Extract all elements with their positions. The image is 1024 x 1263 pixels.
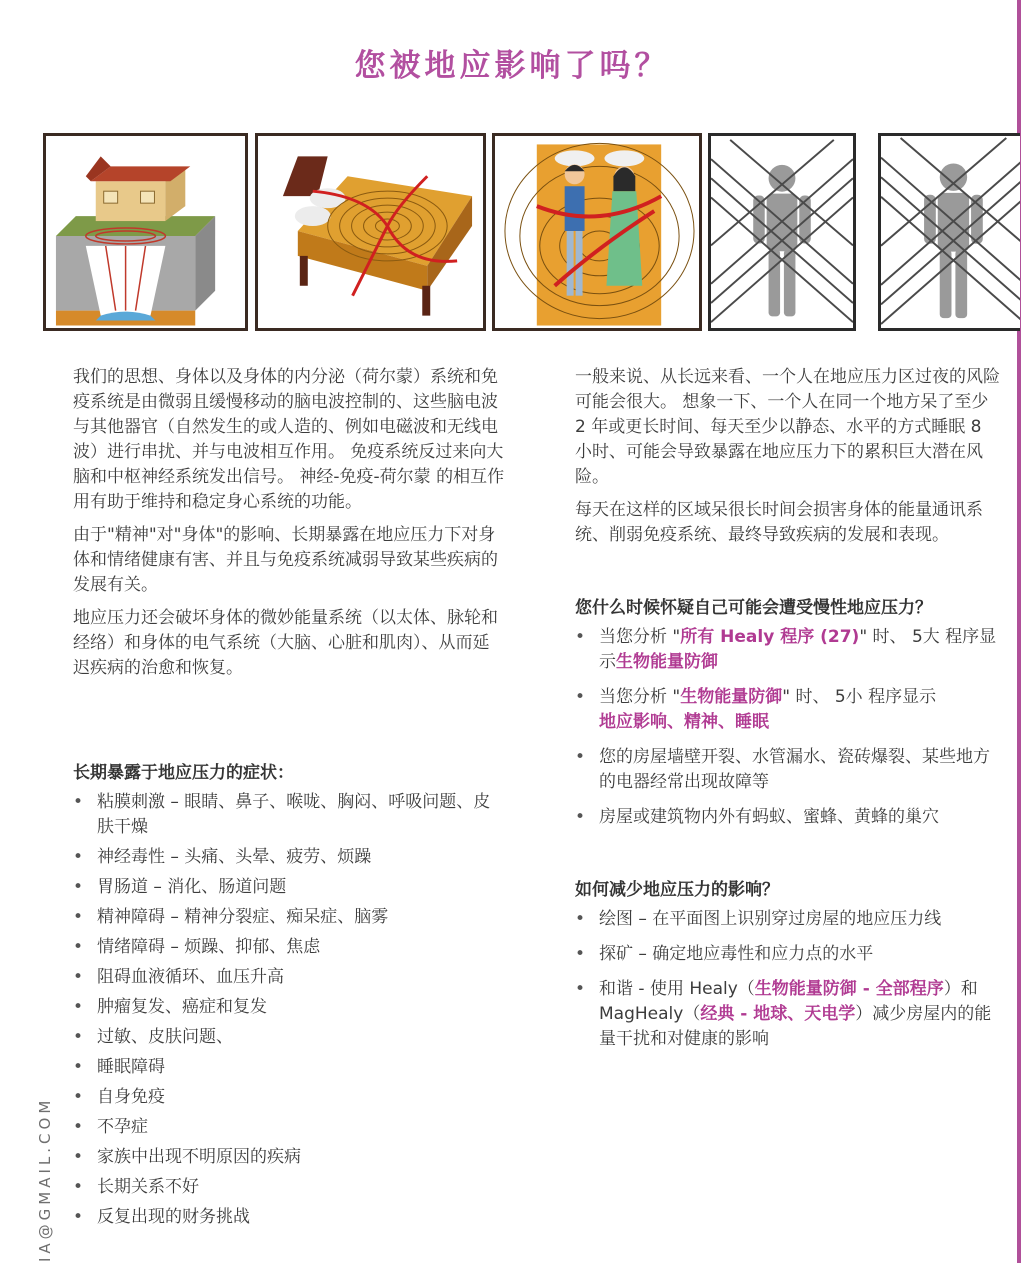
reduce-list — [575, 907, 1003, 1052]
list-item: • 和谐 - 使用 Healy（生物能量防御 - 全部程序）和 MagHealy（经典 - 地球、天电学）减少房屋内的能量干扰和对健康的影响 — [575, 977, 1003, 1052]
figure-grid-illustration-1 — [708, 133, 856, 331]
couple-illustration — [492, 133, 702, 331]
figure-crossed-lines-2 — [881, 136, 1020, 328]
list-item: • 情绪障碍 – 烦躁、抑郁、焦虑 — [73, 935, 505, 960]
long-term-risk-paragraph: 一般来说、从长远来看、一个人在地应压力区过夜的风险可能会很大。 想象一下、一个人在同一个地方呆了至少 2 年或更长时间、每天至少以静态、水平的方式睡眠 8 小时、可能会导致暴露在地应压力下的累积巨大潜在风险。 — [575, 367, 1000, 487]
list-item: • 过敏、皮肤问题、 — [73, 1025, 505, 1050]
symptoms-list — [73, 790, 505, 1230]
list-item: • 当您分析 "生物能量防御" 时、 5小 程序显示 地应影响、精神、睡眠 — [575, 685, 1003, 735]
suspect-heading: 您什么时候怀疑自己可能会遭受慢性地应压力？ — [575, 598, 932, 618]
symptoms-heading: 长期暴露于地应压力的症状： — [73, 763, 294, 783]
list-item: • 房屋或建筑物内外有蚂蚁、蜜蜂、黄蜂的巢穴 — [575, 805, 1003, 830]
list-item: • 反复出现的财务挑战 — [73, 1205, 505, 1230]
right-column — [575, 365, 1003, 1062]
bed-spiral-drawing — [258, 136, 483, 328]
list-item: • 当您分析 "所有 Healy 程序 (27)" 时、 5大 程序显示生物能量防御 — [575, 625, 1003, 675]
program-name: 所有 Healy 程序 (27) — [680, 627, 860, 647]
list-item: • 不孕症 — [73, 1115, 505, 1140]
list-item: • 睡眠障碍 — [73, 1055, 505, 1080]
reduce-heading: 如何减少地应压力的影响？ — [575, 880, 779, 900]
suspect-list — [575, 625, 1003, 830]
list-item: • 自身免疫 — [73, 1085, 505, 1110]
couple-bed-drawing — [495, 136, 699, 328]
energy-system-paragraph: 地应压力还会破坏身体的微妙能量系统（以太体、脉轮和经络）和身体的电气系统（大脑、心脏和肌肉）、从而延迟疾病的治愈和恢复。 — [73, 608, 498, 678]
page-title: 您被地应影响了吗？ — [354, 48, 670, 84]
list-item: • 家族中出现不明原因的疾病 — [73, 1145, 505, 1170]
list-item: • 长期关系不好 — [73, 1175, 505, 1200]
list-item: • 绘图 – 在平面图上识别穿过房屋的地应压力线 — [575, 907, 1003, 932]
email-side-text: IA@GMAIL.COM — [36, 1096, 54, 1262]
program-name: 生物能量防御 - 全部程序 — [754, 979, 944, 999]
list-item: • 肿瘤复发、癌症和复发 — [73, 995, 505, 1020]
figure-crossed-lines-1 — [711, 136, 853, 328]
program-name: 生物能量防御 — [680, 687, 783, 707]
program-name: 地应影响、精神、睡眠 — [599, 712, 769, 732]
list-item: • 精神障碍 – 精神分裂症、痴呆症、脑雾 — [73, 905, 505, 930]
house-earth-drawing — [46, 136, 245, 328]
list-item: • 神经毒性 – 头痛、头晕、疲劳、烦躁 — [73, 845, 505, 870]
bed-illustration — [255, 133, 486, 331]
list-item: • 粘膜刺激 – 眼睛、鼻子、喉咙、胸闷、呼吸问题、皮肤干燥 — [73, 790, 505, 840]
list-item: • 您的房屋墙壁开裂、水管漏水、瓷砖爆裂、某些地方的电器经常出现故障等 — [575, 745, 1003, 795]
figure-grid-illustration-2 — [878, 133, 1020, 331]
left-column — [73, 365, 505, 1235]
list-item: • 阻碍血液循环、血压升高 — [73, 965, 505, 990]
mind-body-paragraph: 由于"精神"对"身体"的影响、长期暴露在地应压力下对身体和情绪健康有害、并且与免疫系统减弱导致某些疾病的发展有关。 — [73, 525, 498, 595]
house-illustration — [43, 133, 248, 331]
intro-paragraph: 我们的思想、身体以及身体的内分泌（荷尔蒙）系统和免疫系统是由微弱且缓慢移动的脑电波控制的、这些脑电波与其他器官（自然发生的或人造的、例如电磁波和无线电波）进行串扰、并与电波相互作用。 免疫系统反过来向大脑和中枢神经系统发出信号。 神经-免疫-荷尔蒙 的相互作用有助于维持和稳定身心系统的功能。 — [73, 367, 505, 512]
program-name: 生物能量防御 — [616, 652, 718, 672]
damage-paragraph: 每天在这样的区域呆很长时间会损害身体的能量通讯系统、削弱免疫系统、最终导致疾病的发展和表现。 — [575, 500, 983, 545]
program-name: 经典 - 地球、天电学 — [700, 1004, 856, 1024]
list-item: • 探矿 – 确定地应毒性和应力点的水平 — [575, 942, 1003, 967]
list-item: • 胃肠道 – 消化、肠道问题 — [73, 875, 505, 900]
